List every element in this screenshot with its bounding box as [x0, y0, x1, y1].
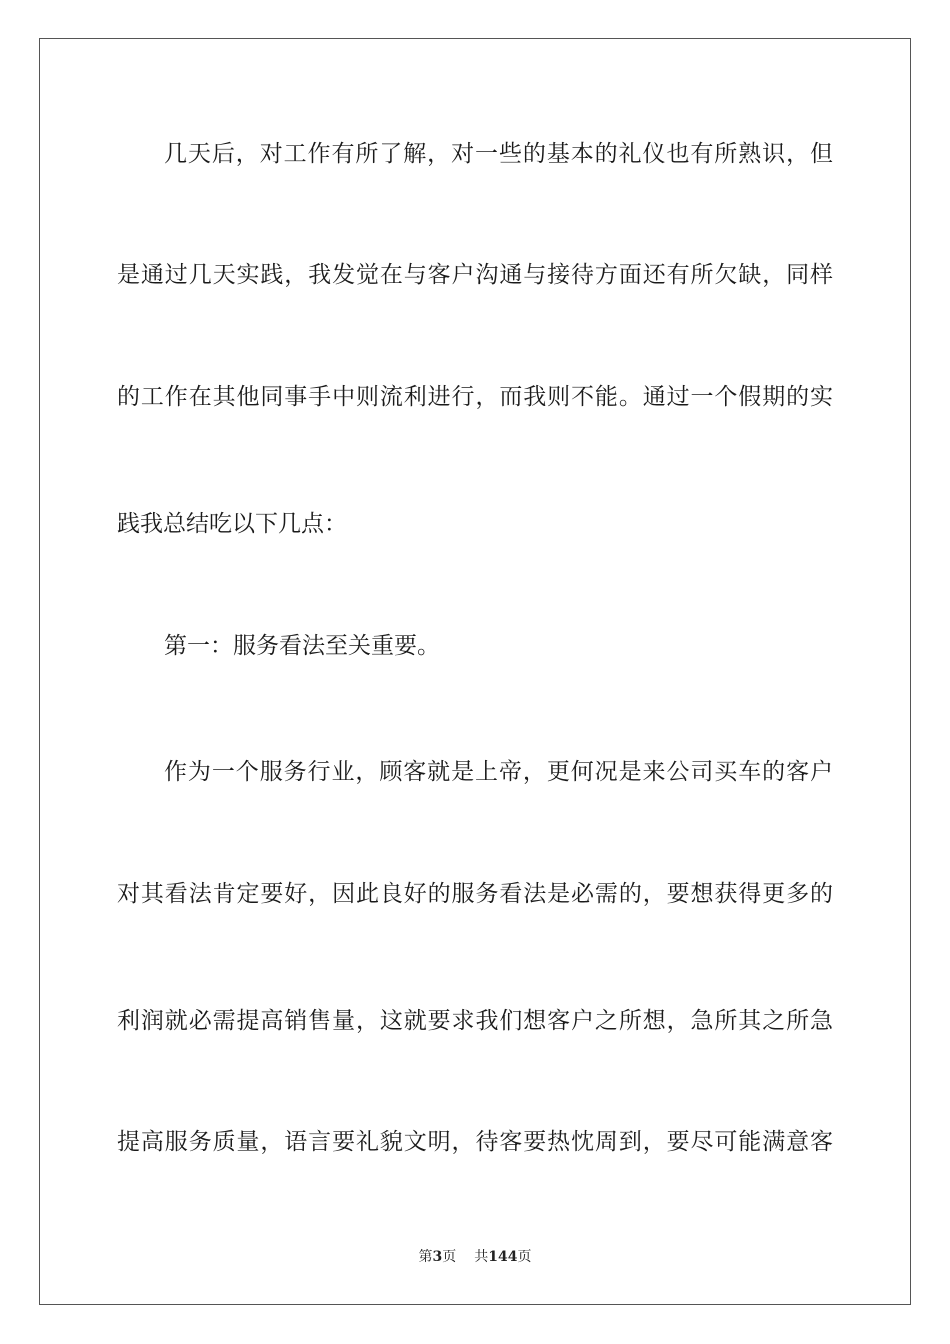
- paragraph-line-8: 利润就必需提高销售量，这就要求我们想客户之所想，急所其之所急: [117, 1008, 833, 1034]
- paragraph-line-3: 的工作在其他同事手中则流利进行，而我则不能。通过一个假期的实: [117, 384, 833, 410]
- paragraph-line-4: 践我总结吃以下几点：: [117, 511, 347, 537]
- footer-total-prefix: 共: [474, 1249, 489, 1265]
- paragraph-line-9: 提高服务质量，语言要礼貌文明，待客要热忱周到，要尽可能满意客: [117, 1129, 833, 1155]
- paragraph-line-2: 是通过几天实践，我发觉在与客户沟通与接待方面还有所欠缺，同样: [117, 262, 833, 288]
- paragraph-line-6: 作为一个服务行业，顾客就是上帝，更何况是来公司买车的客户: [164, 759, 833, 785]
- page-footer: [0, 1248, 950, 1266]
- page-border: [39, 38, 911, 1305]
- section-heading-first: 第一：服务看法至关重要。: [164, 633, 440, 659]
- footer-page-number: 3: [432, 1249, 443, 1265]
- footer-total-pages: 144: [488, 1249, 518, 1265]
- footer-page-prefix: 第: [418, 1249, 433, 1265]
- paragraph-line-1: 几天后，对工作有所了解，对一些的基本的礼仪也有所熟识，但: [164, 141, 833, 167]
- paragraph-line-7: 对其看法肯定要好，因此良好的服务看法是必需的，要想获得更多的: [117, 881, 833, 907]
- footer-total-suffix: 页: [517, 1249, 532, 1265]
- footer-page-suffix: 页: [442, 1249, 457, 1265]
